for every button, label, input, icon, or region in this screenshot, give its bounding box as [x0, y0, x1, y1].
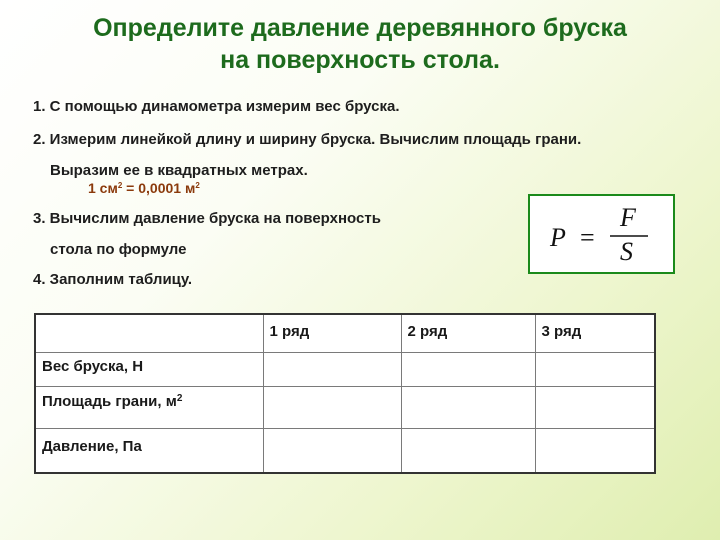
formula-graphic: [530, 196, 673, 272]
table-cell[interactable]: [535, 352, 655, 386]
step-4: 4. Заполним таблицу.: [33, 271, 193, 288]
title-line-2: на поверхность стола.: [220, 46, 500, 74]
formula-numerator: F: [620, 203, 636, 232]
table-cell[interactable]: [401, 428, 535, 473]
step-2-continued: Выразим ее в квадратных метрах.: [50, 162, 308, 179]
table-header-cell: 3 ряд: [535, 314, 655, 352]
table-header-cell: [35, 314, 263, 352]
title-line-1: Определите давление деревянного бруска: [93, 14, 627, 42]
row-label-text: Площадь грани, м: [42, 392, 177, 410]
row-label: [35, 428, 263, 473]
step-3: 3. Вычислим давление бруска на поверхность: [33, 210, 381, 227]
formula-lhs: P: [550, 223, 566, 252]
unit-conversion-note: [88, 180, 200, 196]
step-2: 2. Измерим линейкой длину и ширину бруска. Вычислим площадь грани.: [33, 131, 582, 148]
conversion-lhs: 1 см: [88, 180, 118, 196]
table-cell[interactable]: [263, 352, 401, 386]
table-header-cell: 1 ряд: [263, 314, 401, 352]
step-3-continued: стола по формуле: [50, 241, 187, 258]
conversion-rhs: = 0,0001 м: [122, 180, 196, 196]
table-cell[interactable]: [401, 386, 535, 428]
table-header-cell: 2 ряд: [401, 314, 535, 352]
table-cell[interactable]: [535, 428, 655, 473]
table-row: [35, 386, 655, 428]
row-label-text: Вес бруска, Н: [42, 357, 144, 375]
table-cell[interactable]: [535, 386, 655, 428]
row-label: [35, 386, 263, 428]
step-1: 1. С помощью динамометра измерим вес бруска.: [33, 98, 400, 115]
measurement-table: [34, 313, 656, 474]
table-cell[interactable]: [263, 386, 401, 428]
conversion-rhs-exponent: 2: [195, 181, 200, 190]
table-cell[interactable]: [263, 428, 401, 473]
pressure-formula: [528, 194, 675, 274]
table-row: [35, 352, 655, 386]
row-label-text: Давление, Па: [42, 437, 142, 455]
table-row: [35, 428, 655, 473]
conversion-lhs-exponent: 2: [117, 181, 123, 190]
formula-equals: =: [580, 223, 595, 252]
table-cell[interactable]: [401, 352, 535, 386]
table-header-row: [35, 314, 655, 352]
row-label: [35, 352, 263, 386]
row-label-exponent: 2: [176, 392, 183, 404]
page-title: [0, 12, 720, 76]
formula-denominator: S: [620, 237, 633, 266]
